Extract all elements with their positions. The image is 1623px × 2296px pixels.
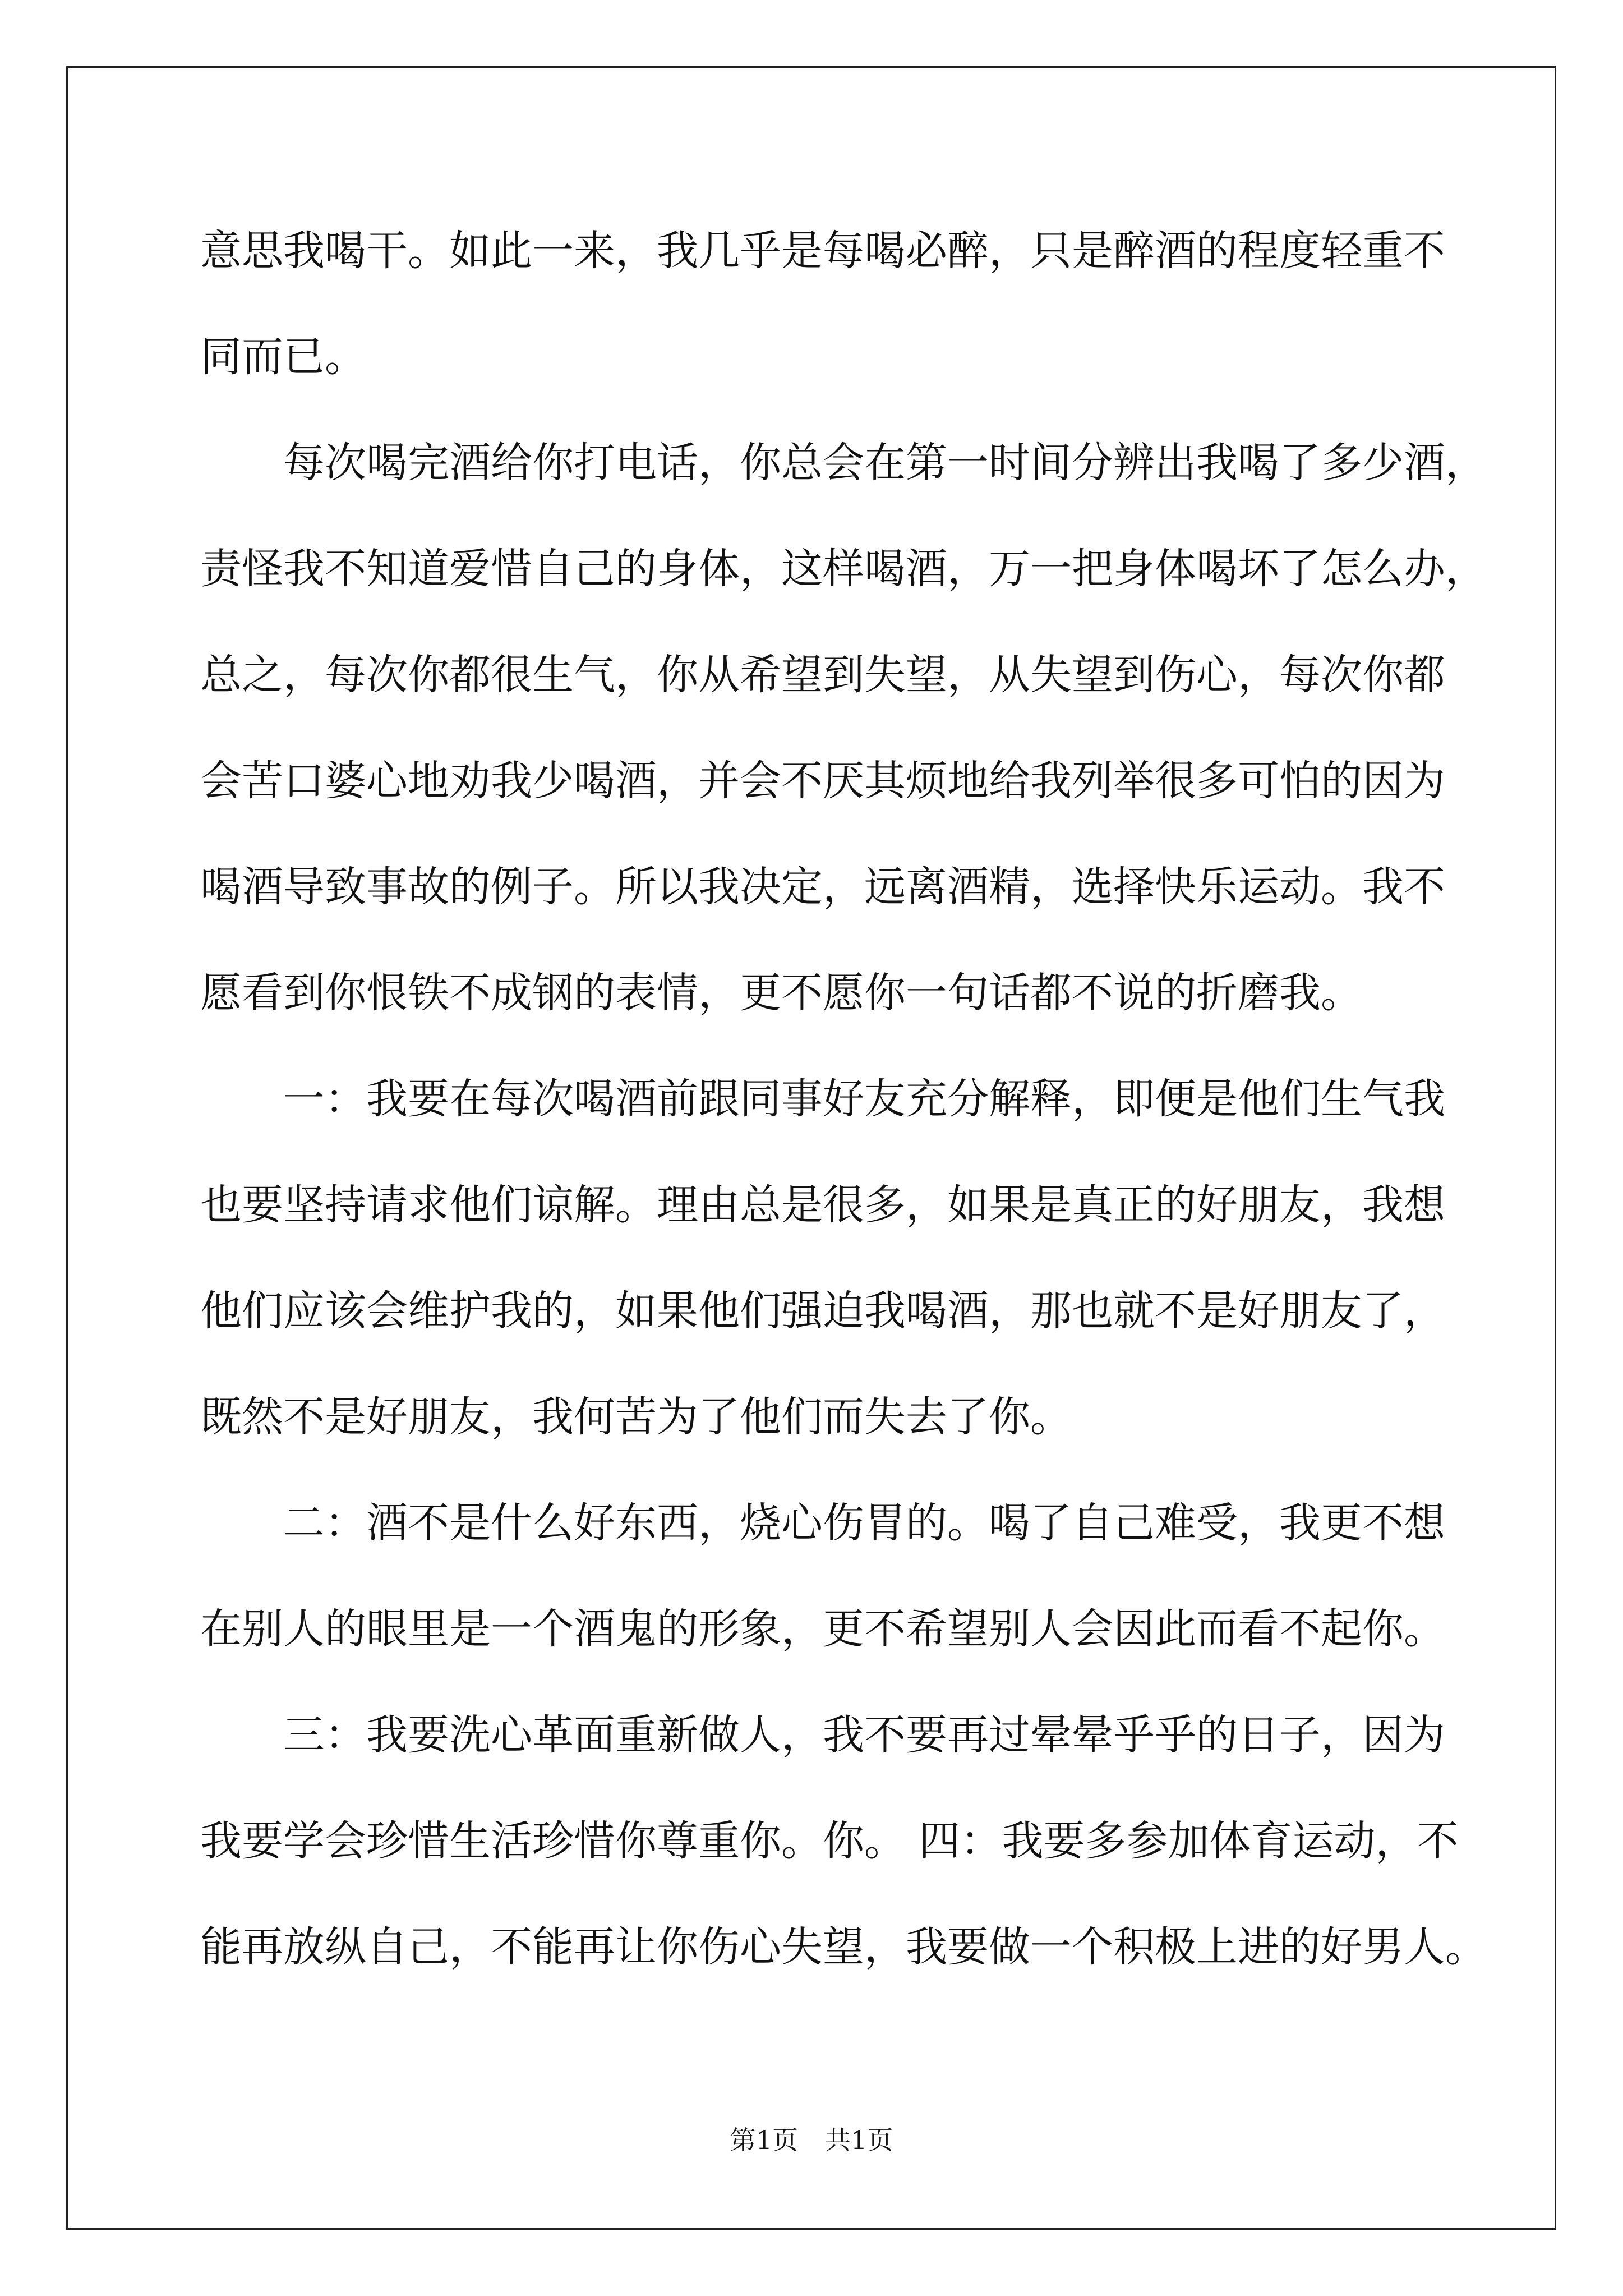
text-line: 意思我喝干。如此一来，我几乎是每喝必醉，只是醉酒的程度轻重不 bbox=[200, 227, 1445, 275]
text-line: 责怪我不知道爱惜自己的身体，这样喝酒，万一把身体喝坏了怎么办， bbox=[200, 545, 1487, 593]
text-line: 总之，每次你都很生气，你从希望到失望，从失望到伤心，每次你都 bbox=[200, 651, 1445, 699]
text-line: 能再放纵自己，不能再让你伤心失望，我要做一个积极上进的好男人。 bbox=[200, 1923, 1487, 1971]
text-line: 他们应该会维护我的，如果他们强迫我喝酒，那也就不是好朋友了， bbox=[200, 1287, 1445, 1335]
text-line: 每次喝完酒给你打电话，你总会在第一时间分辨出我喝了多少酒， bbox=[283, 439, 1487, 487]
document-body bbox=[200, 209, 1487, 2011]
text-line: 会苦口婆心地劝我少喝酒，并会不厌其烦地给我列举很多可怕的因为 bbox=[200, 757, 1445, 805]
text-line: 既然不是好朋友，我何苦为了他们而失去了你。 bbox=[200, 1393, 1072, 1441]
text-line: 喝酒导致事故的例子。所以我决定，远离酒精，选择快乐运动。我不 bbox=[200, 863, 1445, 911]
text-line: 三：我要洗心革面重新做人，我不要再过晕晕乎乎的日子，因为 bbox=[283, 1711, 1445, 1759]
page-number: 第1页 bbox=[730, 2125, 798, 2155]
page-footer bbox=[0, 2123, 1623, 2157]
text-line: 二：酒不是什么好东西，烧心伤胃的。喝了自己难受，我更不想 bbox=[283, 1499, 1445, 1547]
text-line: 也要坚持请求他们谅解。理由总是很多，如果是真正的好朋友，我想 bbox=[200, 1181, 1445, 1229]
text-line: 在别人的眼里是一个酒鬼的形象，更不希望别人会因此而看不起你。 bbox=[200, 1605, 1445, 1653]
text-line: 我要学会珍惜生活珍惜你尊重你。你。 四：我要多参加体育运动，不 bbox=[200, 1817, 1459, 1865]
text-line: 愿看到你恨铁不成钢的表情，更不愿你一句话都不说的折磨我。 bbox=[200, 969, 1362, 1017]
text-line: 一：我要在每次喝酒前跟同事好友充分解释，即便是他们生气我 bbox=[283, 1075, 1445, 1123]
page-count: 共1页 bbox=[825, 2125, 893, 2155]
text-line: 同而已。 bbox=[200, 333, 366, 381]
